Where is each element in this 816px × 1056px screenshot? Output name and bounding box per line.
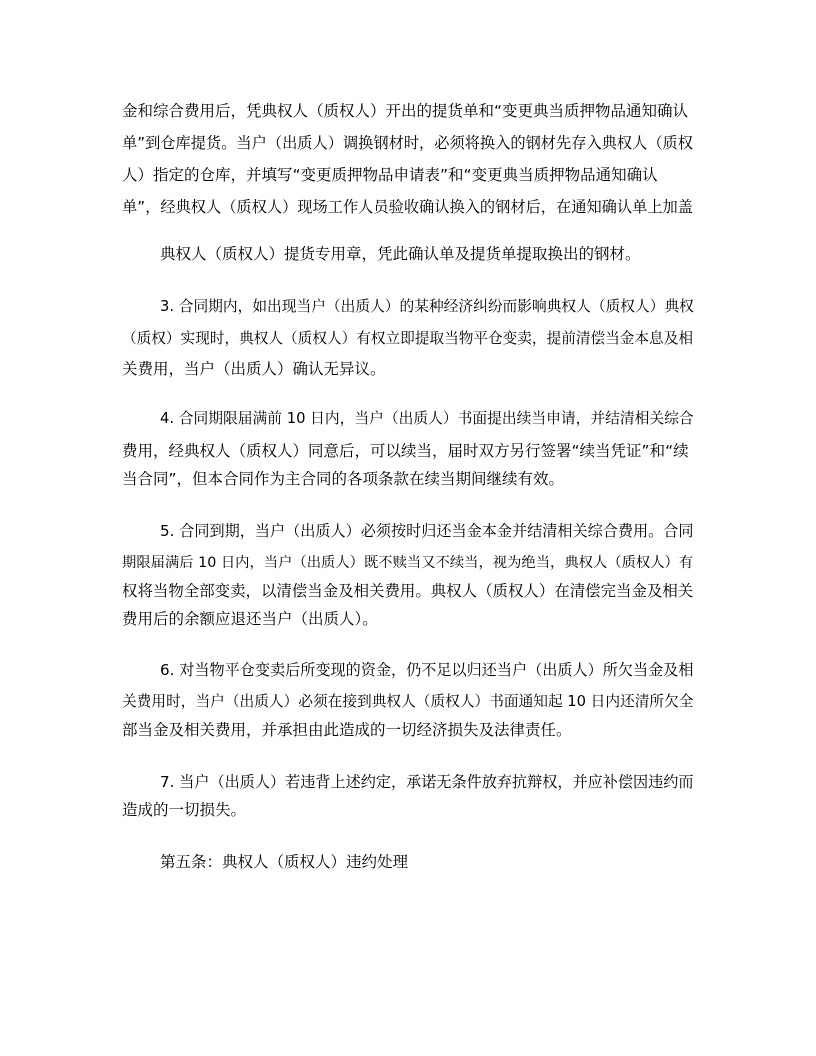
text-line: 期限届满后 10 日内，当户（出质人）既不赎当又不续当，视为绝当，典权人（质权人）有 [122, 555, 694, 571]
text-line: 单”，经典权人（质权人）现场工作人员验收确认换入的钢材后，在通知确认单上加盖 [122, 198, 693, 216]
text-line: 造成的一切损失。 [122, 801, 247, 819]
clause-7-line: 7. 当户（出质人）若违背上述约定，承诺无条件放弃抗辩权，并应补偿因违约而 [160, 773, 694, 791]
text-line: 费用，经典权人（质权人）同意后，可以续当，届时双方另行签署“续当凭证”和“续 [122, 442, 689, 460]
text-line: 单”到仓库提货。当户（出质人）调换钢材时，必须将换入的钢材先存入典权人（质权 [122, 134, 693, 152]
text-line: 费用后的余额应退还当户（出质人）。 [122, 610, 378, 628]
text-line: 当合同”，但本合同作为主合同的各项条款在续当期间继续有效。 [122, 470, 565, 488]
text-line: （质权）实现时，典权人（质权人）有权立即提取当物平仓变卖，提前清偿当金本息及相 [122, 330, 693, 347]
text-line: 关费用，当户（出质人）确认无异议。 [122, 360, 386, 378]
text-line: 关费用时，当户（出质人）必须在接到典权人（质权人）书面通知起 10 日内还清所欠全 [122, 693, 694, 710]
text-line: 人）指定的仓库，并填写“变更质押物品申请表”和“变更典当质押物品通知确认 [122, 166, 658, 184]
clause-5-line: 5. 合同到期，当户（出质人）必须按时归还当金本金并结清相关综合费用。合同 [160, 522, 694, 540]
clause-4-line: 4. 合同期限届满前 10 日内，当户（出质人）书面提出续当申请，并结清相关综合 [160, 410, 694, 427]
text-line: 部当金及相关费用，并承担由此造成的一切经济损失及法律责任。 [122, 721, 572, 739]
section-heading: 第五条：典权人（质权人）违约处理 [160, 853, 409, 871]
clause-3-line: 3. 合同期内，如出现当户（出质人）的某种经济纠纷而影响典权人（质权人）典权 [160, 298, 694, 315]
text-line: 权将当物全部变卖，以清偿当金及相关费用。典权人（质权人）在清偿完当金及相关 [122, 582, 694, 600]
text-line: 典权人（质权人）提货专用章，凭此确认单及提货单提取换出的钢材。 [160, 245, 641, 263]
text-line: 金和综合费用后，凭典权人（质权人）开出的提货单和“变更典当质押物品通知确认 [122, 102, 689, 120]
clause-6-line: 6. 对当物平仓变卖后所变现的资金，仍不足以归还当户（出质人）所欠当金及相 [160, 661, 694, 679]
